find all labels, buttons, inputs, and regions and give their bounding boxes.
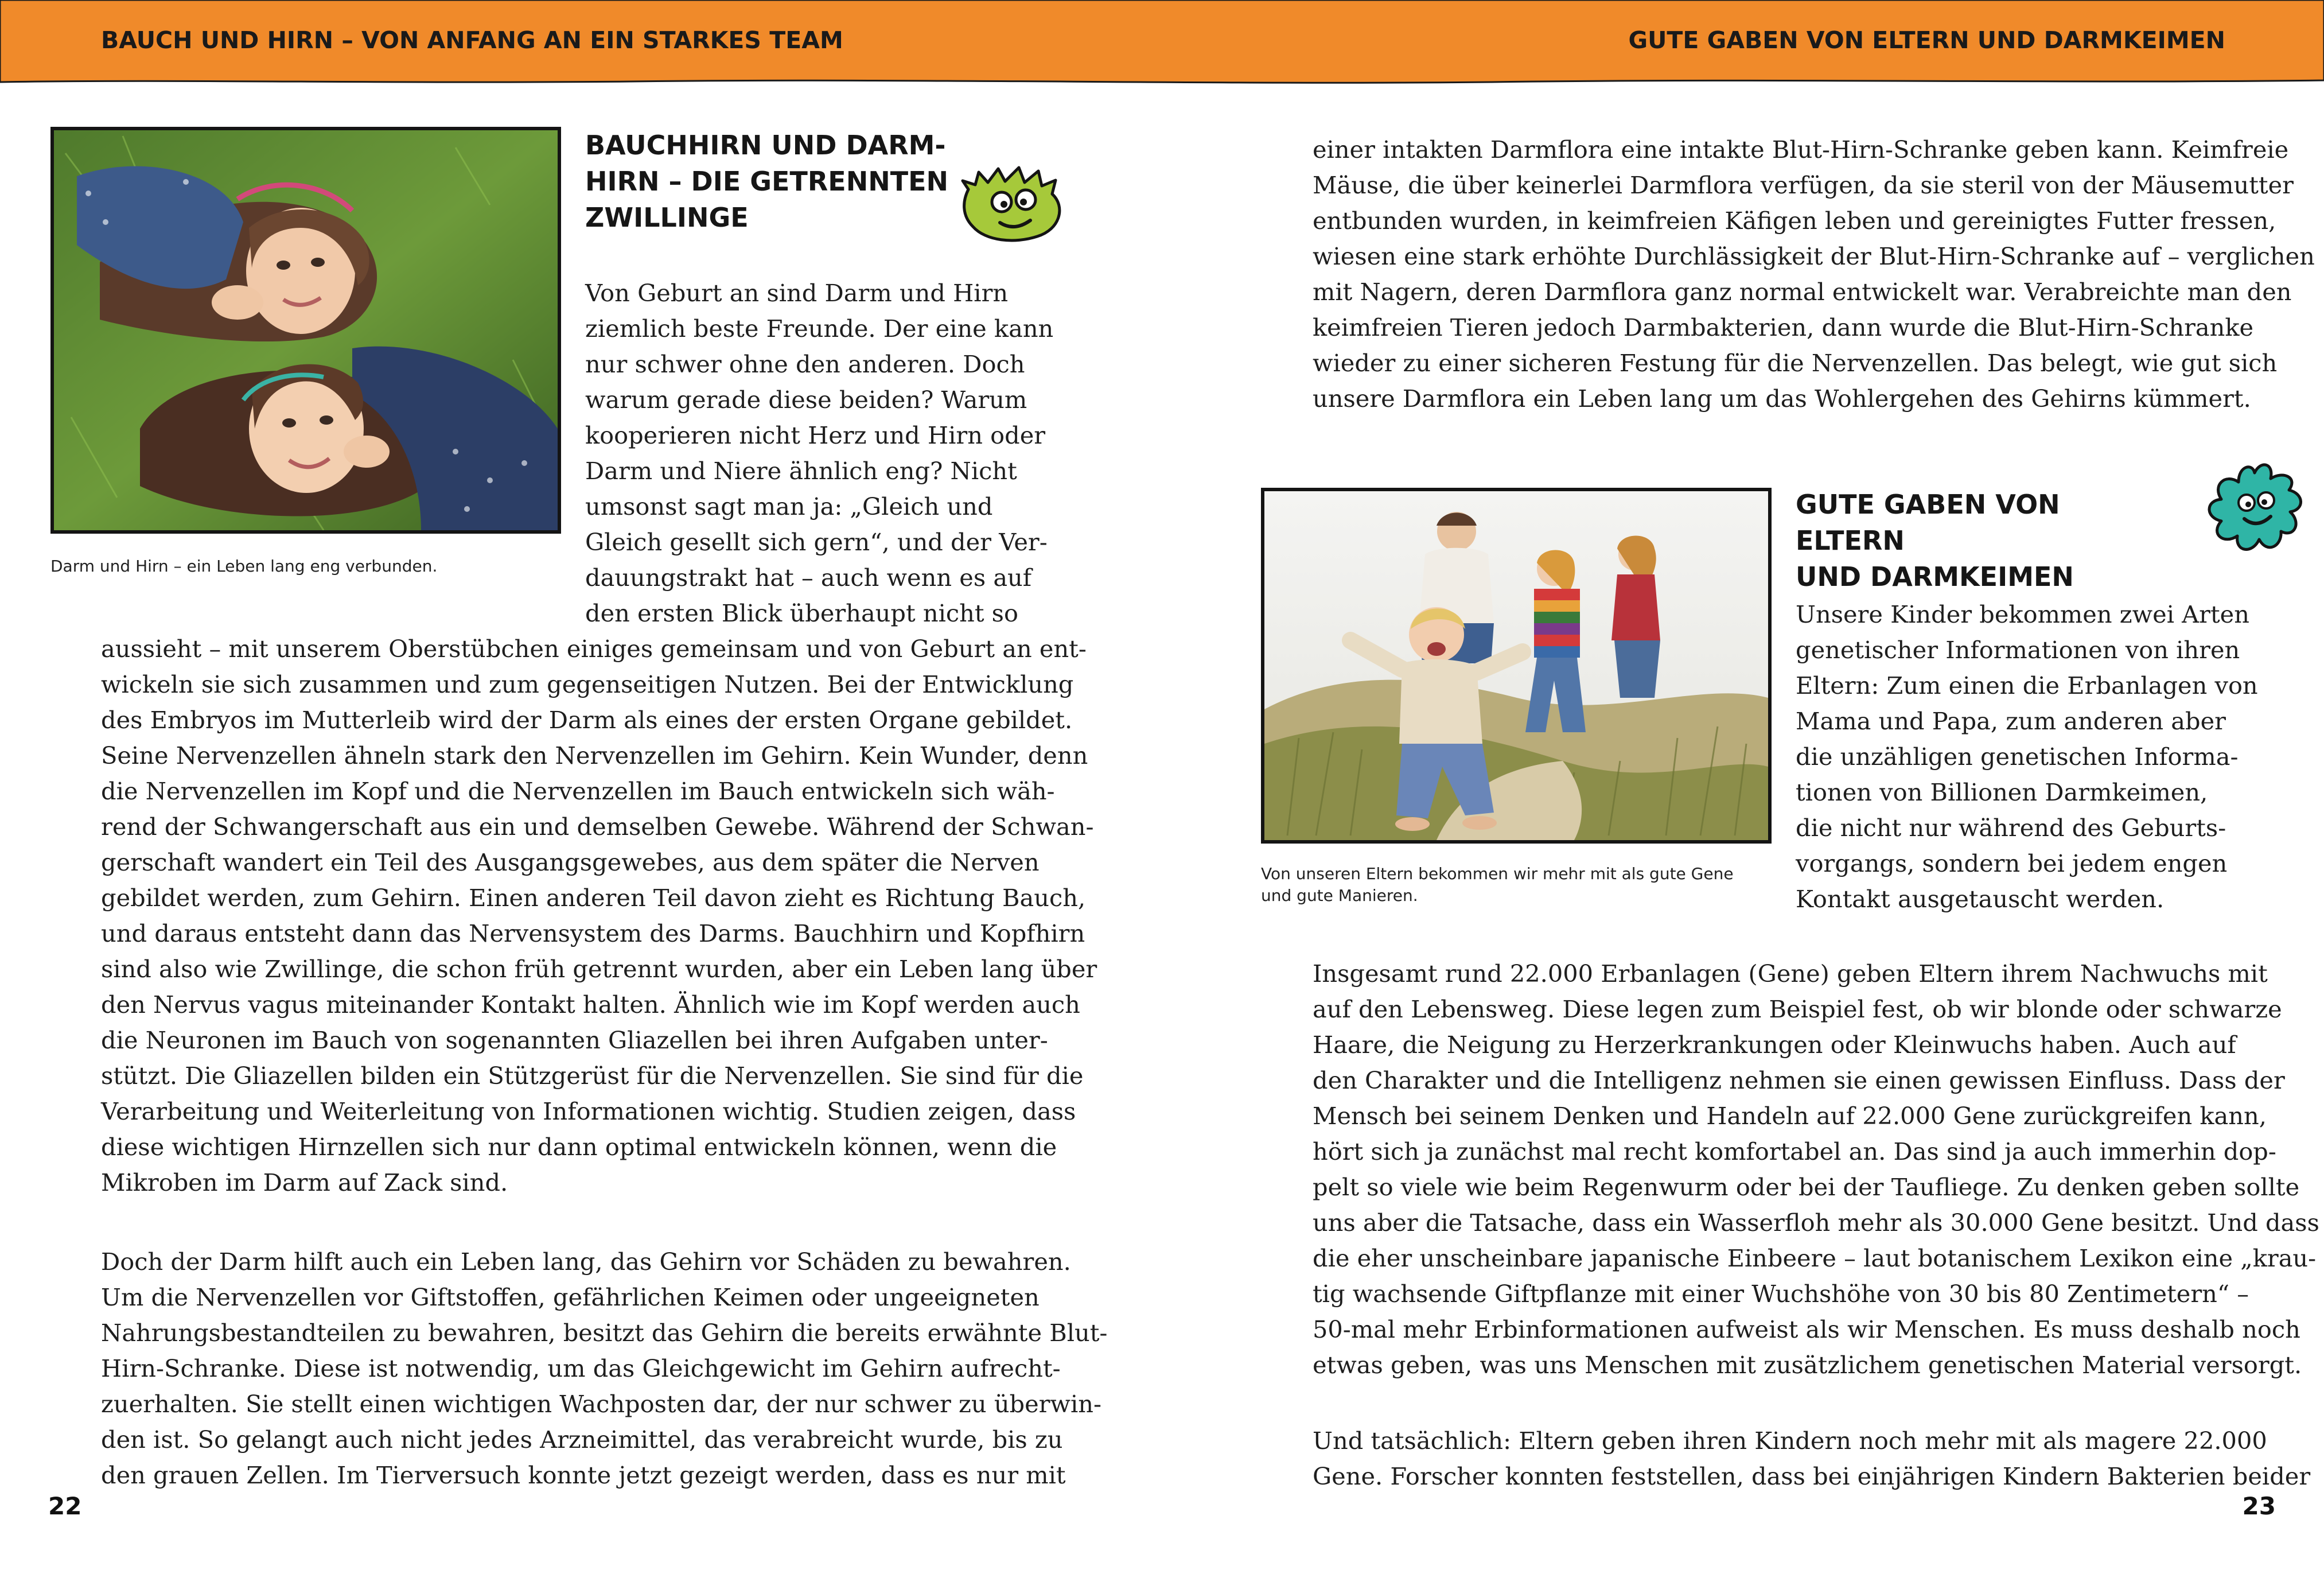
text-line: warum gerade diese beiden? Warum [585, 386, 1027, 414]
text-line: umsonst sagt man ja: „Gleich und [585, 492, 993, 520]
page-number-right: 23 [2242, 1492, 2276, 1520]
text-line: pelt so viele wie beim Regenwurm oder bei der Taufliege. Zu denken geben sollte [1313, 1173, 2300, 1201]
text-line: Und tatsächlich: Eltern geben ihren Kindern noch mehr mit als magere 22.000 [1313, 1427, 2267, 1455]
text-line: die unzähligen genetischen Informa- [1796, 743, 2239, 771]
text-line: Mama und Papa, zum anderen aber [1796, 707, 2226, 735]
text-line: die nicht nur während des Geburts- [1796, 814, 2226, 842]
heading-line: UND DARMKEIMEN [1796, 561, 2074, 592]
text-line: kooperieren nicht Herz und Hirn oder [585, 421, 1046, 449]
text-line: einer intakten Darmflora eine intakte Blut-Hirn-Schranke geben kann. Keimfreie [1313, 135, 2289, 164]
text-line: Haare, die Neigung zu Herzerkrankungen oder Kleinwuchs haben. Auch auf [1313, 1031, 2236, 1059]
text-line: Von Geburt an sind Darm und Hirn [585, 279, 1009, 307]
section-heading-twins [585, 127, 952, 236]
text-line: stützt. Die Gliazellen bilden ein Stützgerüst für die Nervenzellen. Sie sind für die [101, 1062, 1084, 1090]
text-line: entbunden wurden, in keimfreien Käfigen leben und gereinigtes Futter fressen, [1313, 207, 2276, 235]
text-line: die eher unscheinbare japanische Einbeere – laut botanischem Lexikon eine „krau- [1313, 1244, 2317, 1272]
caption-line: Von unseren Eltern bekommen wir mehr mit als gute Gene [1261, 864, 1734, 883]
text-line: die Neuronen im Bauch von sogenannten Gliazellen bei ihren Aufgaben unter- [101, 1026, 1048, 1054]
text-line: vorgangs, sondern bei jedem engen [1796, 849, 2228, 877]
text-line: Insgesamt rund 22.000 Erbanlagen (Gene) geben Eltern ihrem Nachwuchs mit [1313, 959, 2268, 988]
photo-family-illustration [1264, 491, 1768, 840]
text-line: Um die Nervenzellen vor Giftstoffen, gefährlichen Keimen oder ungeeigneten [101, 1283, 1040, 1311]
text-line: Seine Nervenzellen ähneln stark den Nervenzellen im Gehirn. Kein Wunder, denn [101, 741, 1088, 770]
running-head-right: GUTE GABEN VON ELTERN UND DARMKEIMEN [1628, 26, 2225, 54]
text-line: Darm und Niere ähnlich eng? Nicht [585, 457, 1017, 485]
text-line: Verarbeitung und Weiterleitung von Informationen wichtig. Studien zeigen, dass [101, 1097, 1076, 1125]
text-line: Kontakt ausgetauscht werden. [1796, 885, 2165, 913]
text-line: Unsere Kinder bekommen zwei Arten [1796, 600, 2249, 628]
text-line: keimfreien Tieren jedoch Darmbakterien, dann wurde die Blut-Hirn-Schranke [1313, 313, 2254, 341]
text-line: genetischer Informationen von ihren [1796, 636, 2240, 664]
photo-girls-in-grass [50, 127, 561, 534]
text-line: unsere Darmflora ein Leben lang um das Wohlergehen des Gehirns kümmert. [1313, 384, 2251, 413]
text-line: Hirn-Schranke. Diese ist notwendig, um das Gleichgewicht im Gehirn aufrecht- [101, 1354, 1061, 1382]
text-line: Doch der Darm hilft auch ein Leben lang, das Gehirn vor Schäden zu bewahren. [101, 1248, 1071, 1276]
text-line: dauungstrakt hat – auch wenn es auf [585, 564, 1032, 592]
text-line: wickeln sie sich zusammen und zum gegenseitigen Nutzen. Bei der Entwicklung [101, 670, 1074, 698]
caption-line: und gute Manieren. [1261, 886, 1418, 905]
text-line: mit Nagern, deren Darmflora ganz normal entwickelt war. Verabreichte man den [1313, 278, 2292, 306]
text-line: Mensch bei seinem Denken und Handeln auf 22.000 Gene zurückgreifen kann, [1313, 1102, 2267, 1130]
page-number-left: 22 [48, 1492, 82, 1520]
text-line: die Nervenzellen im Kopf und die Nervenzellen im Bauch entwickeln sich wäh- [101, 777, 1055, 805]
text-line: wiesen eine stark erhöhte Durchlässigkeit der Blut-Hirn-Schranke auf – verglichen [1313, 242, 2315, 270]
text-line: 50-mal mehr Erbinformationen aufweist als wir Menschen. Es muss deshalb noch [1313, 1315, 2300, 1343]
text-line: den ersten Blick überhaupt nicht so [585, 599, 1018, 627]
section-heading-gifts [1796, 487, 2169, 595]
photo-caption-left: Darm und Hirn – ein Leben lang eng verbunden. [50, 557, 438, 576]
green-smiling-blob-icon [957, 161, 1072, 247]
heading-line: GUTE GABEN VON ELTERN [1796, 489, 2060, 556]
header-band [0, 0, 2324, 85]
teal-splat-germ-icon [2197, 453, 2312, 568]
text-line: Gleich gesellt sich gern“, und der Ver- [585, 528, 1048, 556]
text-line: Mikroben im Darm auf Zack sind. [101, 1168, 508, 1196]
photo-family-running [1261, 488, 1772, 844]
text-line: den Charakter und die Intelligenz nehmen sie einen gewissen Einfluss. Dass der [1313, 1066, 2285, 1094]
text-line: diese wichtigen Hirnzellen sich nur dann optimal entwickeln können, wenn die [101, 1133, 1057, 1161]
text-line: wieder zu einer sicheren Festung für die Nervenzellen. Das belegt, wie gut sich [1313, 349, 2278, 377]
text-line: uns aber die Tatsache, dass ein Wasserfloh mehr als 30.000 Gene besitzt. Und dass [1313, 1209, 2319, 1237]
text-line: den grauen Zellen. Im Tierversuch konnte jetzt gezeigt werden, dass es nur mit [101, 1461, 1066, 1489]
text-line: etwas geben, was uns Menschen mit zusätzlichem genetischen Material versorgt. [1313, 1351, 2302, 1379]
text-line: gebildet werden, zum Gehirn. Einen anderen Teil davon zieht es Richtung Bauch, [101, 884, 1086, 912]
photo-girls-illustration [54, 130, 558, 530]
photo-caption-right [1261, 863, 1777, 907]
text-line: den ist. So gelangt auch nicht jedes Arzneimittel, das verabreicht wurde, bis zu [101, 1425, 1063, 1454]
text-line: auf den Lebensweg. Diese legen zum Beispiel fest, ob wir blonde oder schwarze [1313, 995, 2282, 1023]
running-head-left: BAUCH UND HIRN – VON ANFANG AN EIN STARKES TEAM [101, 26, 843, 54]
text-line: tionen von Billionen Darmkeimen, [1796, 778, 2208, 806]
text-line: tig wachsende Giftpflanze mit einer Wuchshöhe von 30 bis 80 Zentimetern“ – [1313, 1280, 2249, 1308]
text-line: und daraus entsteht dann das Nervensystem des Darms. Bauchhirn und Kopfhirn [101, 919, 1085, 947]
text-line: Eltern: Zum einen die Erbanlagen von [1796, 671, 2258, 700]
heading-line: HIRN – DIE GETRENNTEN [585, 166, 948, 197]
text-line: Nahrungsbestandteilen zu bewahren, besitzt das Gehirn die bereits erwähnte Blut- [101, 1319, 1108, 1347]
text-line: ziemlich beste Freunde. Der eine kann [585, 314, 1054, 343]
text-line: aussieht – mit unserem Oberstübchen einiges gemeinsam und von Geburt an ent- [101, 635, 1087, 663]
heading-line: ZWILLINGE [585, 202, 749, 233]
text-line: den Nervus vagus miteinander Kontakt halten. Ähnlich wie im Kopf werden auch [101, 990, 1080, 1019]
text-line: sind also wie Zwillinge, die schon früh getrennt wurden, aber ein Leben lang über [101, 955, 1097, 983]
text-line: hört sich ja zunächst mal recht komfortabel an. Das sind ja auch immerhin dop- [1313, 1137, 2276, 1165]
text-line: Mäuse, die über keinerlei Darmflora verfügen, da sie steril von der Mäusemutter [1313, 171, 2294, 199]
text-line: Gene. Forscher konnten feststellen, dass bei einjährigen Kindern Bakterien beider [1313, 1462, 2311, 1490]
text-line: rend der Schwangerschaft aus ein und demselben Gewebe. Während der Schwan- [101, 813, 1094, 841]
text-line: des Embryos im Mutterleib wird der Darm als eines der ersten Organe gebildet. [101, 706, 1073, 734]
text-line: zuerhalten. Sie stellt einen wichtigen Wachposten dar, der nur schwer zu überwin- [101, 1390, 1102, 1418]
text-line: nur schwer ohne den anderen. Doch [585, 350, 1025, 378]
heading-line: BAUCHHIRN UND DARM- [585, 130, 946, 161]
text-line: gerschaft wandert ein Teil des Ausgangsgewebes, aus dem später die Nerven [101, 848, 1040, 876]
